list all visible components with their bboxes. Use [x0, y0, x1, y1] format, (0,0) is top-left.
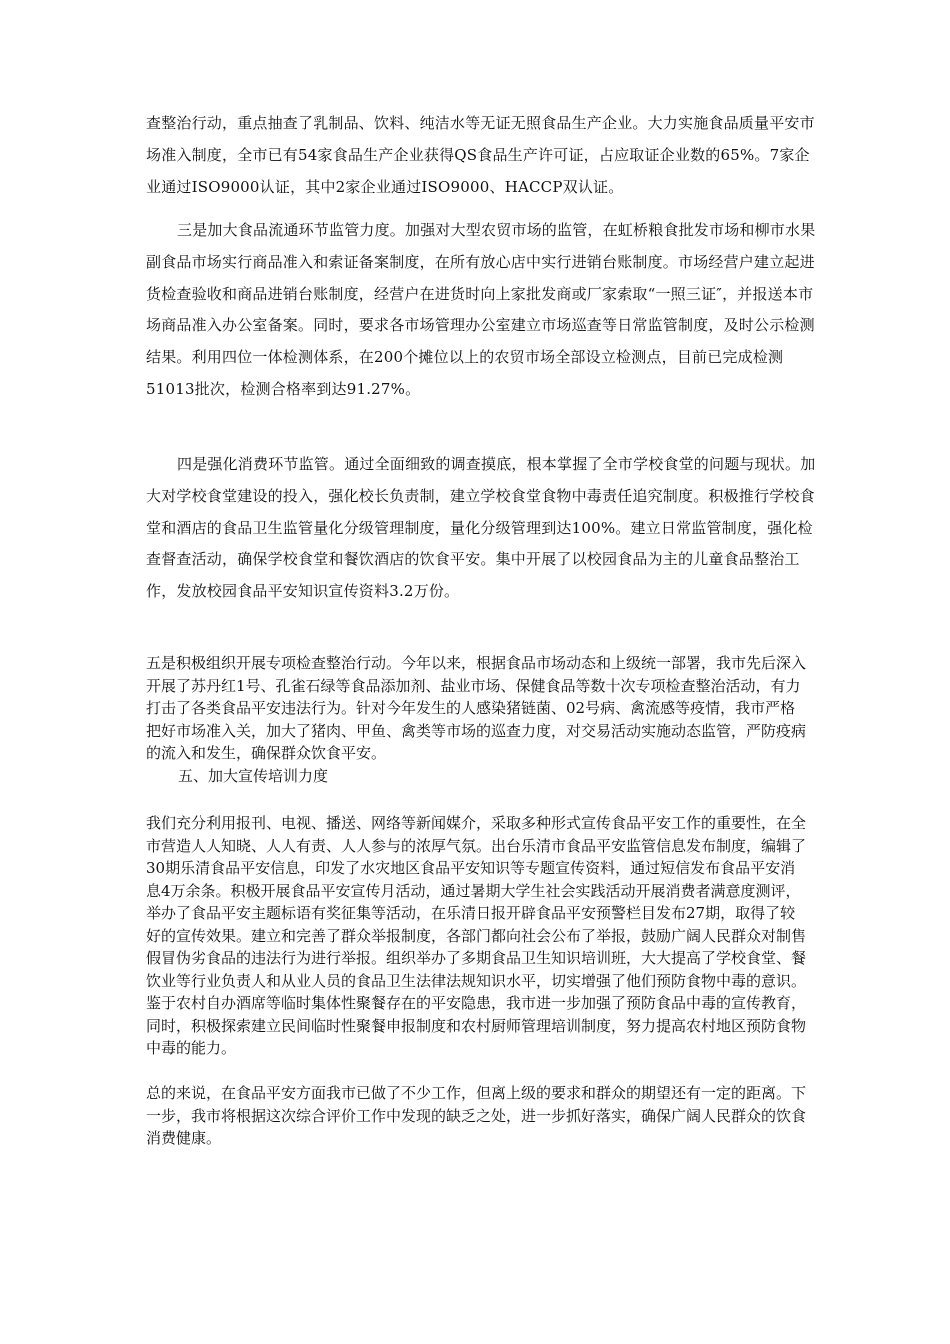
paragraph-conclusion: 总的来说，在食品平安方面我市已做了不少工作，但离上级的要求和群众的期望还有一定的距离。下一步，我市将根据这次综合评价工作中发现的缺乏之处，进一步抓好落实，确保广阔人民群众的饮食消费健康。 [146, 1084, 807, 1147]
paragraph-consumption-supervision: 四是强化消费环节监管。通过全面细致的调查摸底，根本掌握了全市学校食堂的问题与现状。加大对学校食堂建设的投入，强化校长负责制，建立学校食堂食物中毒责任追究制度。积极推行学校食堂和酒店的食品卫生监管量化分级管理制度，量化分级管理到达100%。建立日常监管制度，强化检查督查活动，确保学校食堂和餐饮酒店的饮食平安。集中开展了以校园食品为主的儿童食品整治工作，发放校园食品平安知识宣传资料3.2万份。 [146, 455, 816, 601]
paragraph-publicity-training: 我们充分利用报刊、电视、播送、网络等新闻媒介，采取多种形式宣传食品平安工作的重要性，在全市营造人人知晓、人人有责、人人参与的浓厚气氛。出台乐清市食品平安监管信息发布制度，编辑了30期乐清食品平安信息，印发了水灾地区食品平安知识等专题宣传资料，通过短信发布食品平安消息4万余条。积极开展食品平安宣传月活动，通过暑期大学生社会实践活动开展消费者满意度测评，举办了食品平安主题标语有奖征集等活动，在乐清日报开辟食品平安预警栏目发布27期，取得了较好的宣传效果。建立和完善了群众举报制度，各部门都向社会公布了举报，鼓励广阔人民群众对制售假冒伪劣食品的违法行为进行举报。组织举办了多期食品卫生知识培训班，大大提高了学校食堂、餐饮业等行业负责人和从业人员的食品卫生法律法规知识水平，切实增强了他们预防食物中毒的意识。鉴于农村自办酒席等临时集体性聚餐存在的平安隐患，我市进一步加强了预防食品中毒的宣传教育，同时，积极探索建立民间临时性聚餐申报制度和农村厨师管理培训制度，努力提高农村地区预防食物中毒的能力。 [146, 814, 807, 1057]
paragraph-production-inspection: 查整治行动，重点抽查了乳制品、饮料、纯洁水等无证无照食品生产企业。大力实施食品质量平安市场准入制度，全市已有54家食品生产企业获得QS食品生产许可证，占应取证企业数的65%。7家企业通过ISO9000认证，其中2家企业通过ISO9000、HACCP双认证。 [146, 114, 815, 196]
paragraph-circulation-supervision: 三是加大食品流通环节监管力度。加强对大型农贸市场的监管，在虹桥粮食批发市场和柳市水果副食品市场实行商品准入和索证备案制度，在所有放心店中实行进销台账制度。市场经营户建立起进货检查验收和商品进销台账制度，经营户在进货时向上家批发商或厂家索取“一照三证″，并报送本市场商品准入办公室备案。同时，要求各市场管理办公室建立市场巡查等日常监管制度，及时公示检测结果。利用四位一体检测体系，在200个摊位以上的农贸市场全部设立检测点，目前已完成检测51013批次，检测合格率到达91.27%。 [146, 221, 816, 398]
paragraph-special-inspection: 五是积极组织开展专项检查整治行动。今年以来，根据食品市场动态和上级统一部署，我市先后深入开展了苏丹红1号、孔雀石绿等食品添加剂、盐业市场、保健食品等数十次专项检查整治活动，有力打击了各类食品平安违法行为。针对今年发生的人感染猪链菌、02号病、禽流感等疫情，我市严格把好市场准入关，加大了猪肉、甲鱼、禽类等市场的巡查力度，对交易活动实施动态监管，严防疫病的流入和发生，确保群众饮食平安。 [146, 654, 807, 762]
section-heading-publicity-training: 五、加大宣传培训力度 [178, 767, 329, 785]
